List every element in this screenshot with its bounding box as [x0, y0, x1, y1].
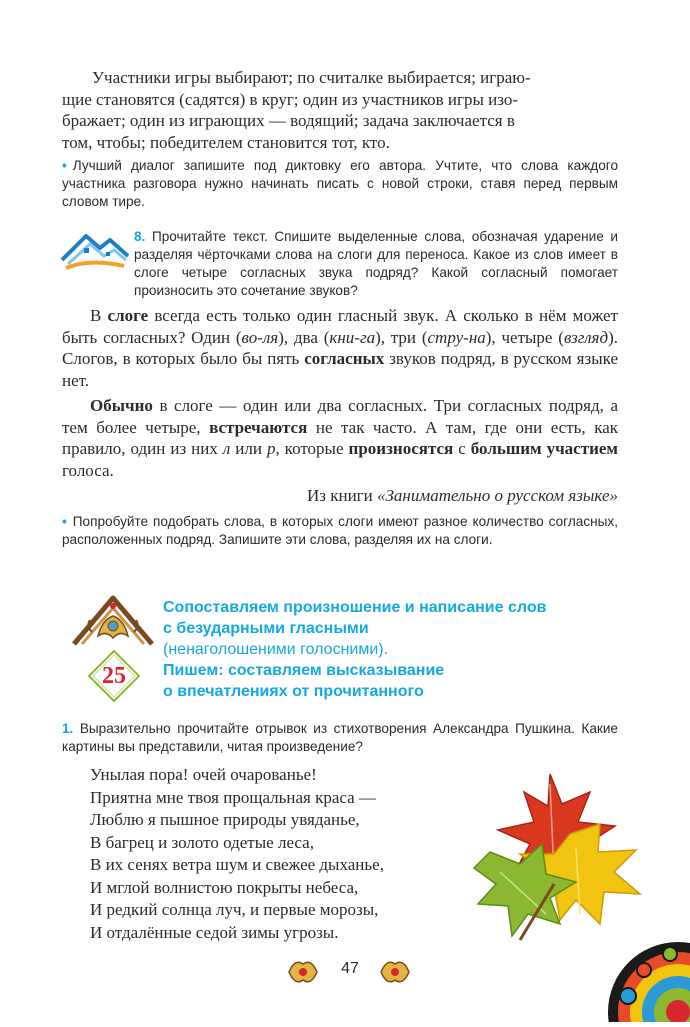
intro-line: Участники игры выбирают; по считалке выбирается; играю- — [92, 68, 531, 87]
exercise-text: Прочитайте текст. Спишите выделенные слова, обозначая ударение и разделяя чёрточками слова на слоги для переноса. Какое из слов имеет в слоге четыре согласных звука подряд? Какой согласный помогает произносить это сочетание звуков? — [134, 229, 619, 298]
poem-line: В их сенях ветра шум и свежее дыханье, — [90, 855, 384, 874]
poem-line: И мглой волнистою покрыты небеса, — [90, 877, 359, 897]
intro-line: бражает; один из играющих — водящий; задача заключается в — [62, 111, 515, 130]
bullet-icon: • — [62, 514, 67, 529]
italic-example: р — [266, 439, 276, 458]
page-footer — [285, 952, 415, 992]
poem-line: Унылая пора! очей очарованье! — [90, 765, 317, 784]
bold-word: встречаются — [209, 417, 308, 437]
exercise-text: Выразительно прочитайте отрывок из стихотворения Александра Пушкина. Какие картины вы представили, читая произведение? — [62, 721, 618, 754]
ornament-icon — [72, 592, 154, 648]
poem — [90, 764, 450, 944]
intro-line: том, чтобы; победителем становится тот, кто. — [62, 132, 390, 152]
task-note: • Лучший диалог запишите под диктовку его автора. Учтите, что слова каждого участника разговора нужно начинать писать с новой строки, ставя перед первым словом тире. — [62, 158, 618, 209]
lesson-title: Сопоставляем произношение и написание слов с безударными гласными (ненаголошеними голосними). Пишем: составляем высказывание о впечатлениях от прочитанного — [163, 599, 547, 700]
poem-line: И редкий солнца луч, и первые морозы, — [90, 900, 379, 919]
italic-example: взгляд — [563, 327, 609, 347]
lesson-number: 25 — [102, 663, 126, 689]
italic-example: л — [222, 439, 231, 458]
reading-paragraph-1: В слоге всегда есть только один гласный звук. А сколько в нём может быть согласных? Один (во-ля), два (кни-га), три (стру-на), четыре (взгляд). Слогов, в которых было бы пять согласных звуков подряд, в русском языке нет. — [62, 306, 618, 390]
italic-example: кни-га — [329, 327, 376, 347]
bullet-icon: • — [62, 158, 67, 173]
corner-ornament-icon — [580, 900, 690, 1022]
footer-ornament-icon — [285, 954, 321, 990]
footer-ornament-icon — [377, 954, 413, 990]
poem-line: Приятна мне твоя прощальная краса — — [90, 787, 376, 807]
bold-word: Обычно — [90, 396, 153, 415]
exercise-number: 8. — [134, 229, 146, 244]
intro-line: щие становятся (садятся) в круг; один из участников игры изо- — [62, 89, 519, 109]
exercise-1 — [62, 720, 618, 756]
poem-line: Люблю я пышное природы увяданье, — [90, 810, 360, 829]
task-note: • Попробуйте подобрать слова, в которых слоги имеют разное количество согласных, расположенных подряд. Запишите эти слова, разделяя их на слоги. — [62, 514, 618, 547]
bold-word: большим участием — [470, 439, 618, 458]
house-icon — [60, 226, 130, 270]
bold-word: согласных — [304, 349, 385, 368]
poem-line: И отдалённые седой зимы угрозы. — [90, 922, 339, 942]
reading-paragraph-2: Обычно в слоге — один или два согласных. Три согласных подряд, а тем более четыре, встречаются не так часто. А там, где они есть, как правило, один из них л или р, которые произносятся с большим участием голоса. — [62, 396, 618, 480]
exercise-8 — [134, 228, 618, 300]
page-number: 47 — [341, 960, 359, 977]
intro-paragraph — [62, 67, 622, 153]
poem-line: В багрец и золото одетые леса, — [90, 832, 314, 852]
italic-example: стру-на — [427, 327, 486, 347]
italic-example: во-ля — [241, 327, 279, 347]
bold-word: произносятся — [348, 439, 454, 458]
lesson-number-badge — [88, 650, 140, 702]
reading-text — [62, 305, 618, 507]
bold-word: слоге — [107, 306, 149, 325]
reading-source: Из книги «Занимательно о русском языке» — [306, 486, 618, 505]
exercise-number: 1. — [62, 721, 74, 736]
